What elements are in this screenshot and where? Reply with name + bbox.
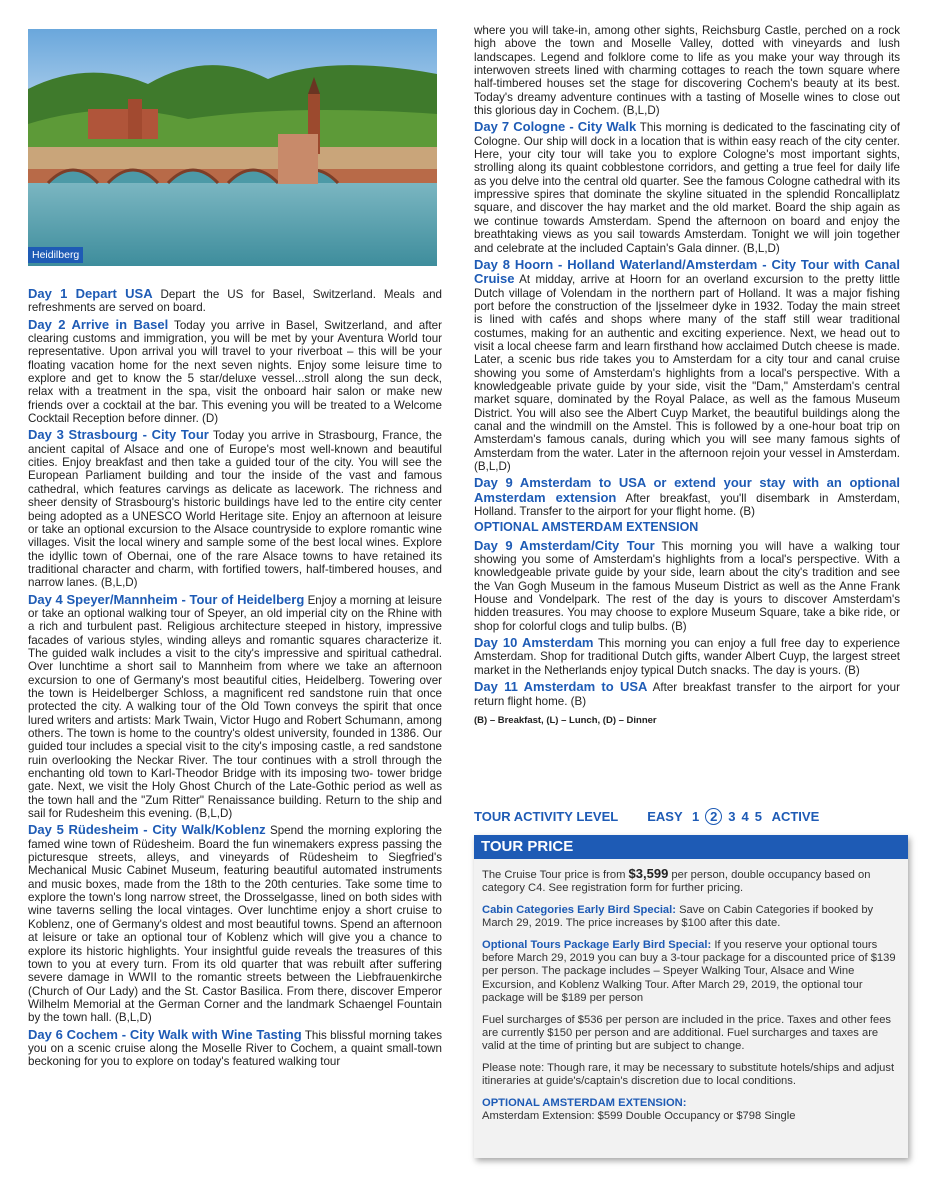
itinerary-left-column [28, 287, 442, 1072]
cabin-early-bird [482, 904, 898, 931]
heidelberg-photo [28, 29, 437, 266]
price-summary-pre: The Cruise Tour price is from [482, 869, 629, 881]
day-text: This blissful morning takes you on a scenic cruise along the Moselle River to Cochem, a quaint small-town beckoning for you to explore on today's featured walking tour [28, 1028, 442, 1069]
itinerary-day-2 [474, 476, 900, 518]
day-title: Day 8 Hoorn - Holland Waterland/Amsterdam - City Tour with Canal Cruise [474, 256, 900, 287]
optional-extension-days [474, 539, 900, 708]
tours-early-bird [482, 939, 898, 1006]
itinerary-day-3 [28, 593, 442, 821]
activity-level-4: 4 [741, 809, 749, 824]
day-text: This morning you will have a walking tour showing you some of Amsterdam's highlights from a local's perspective. With a knowledgeable private guide by your side, learn about the city's tradition and see the Van Gogh Museum in the famous Museum District as well as the Anne Frank House and Vondelpark. The rest of the day is yours to discover Amsterdam's hidden treasures. You may choose to explore Museum Square, take a bike ride, or shop for colorful clogs and tulip bulbs. (B) [474, 539, 901, 633]
day-text: Spend the morning exploring the famed wine town of Rüdesheim. Board the fun winemakers express passing the picturesque streets, alleys, and vineyards of Rüdesheim to Siegfried's Mechanical Music Cabinet Museum, featuring beautiful automated instruments and music boxes, made from the 18th to the 20th centuries. Take some time to explore the town's long narrow street, the Drosselgasse, lined on both sides with wine taverns selling the local vintages. Over lunchtime enjoy a short cruise to Koblenz, one of Germany's oldest and most beautiful towns. Spend an afternoon at leisure or take an optional tour of Koblenz which will give you a chance to explore its historic highlights. Your insightful guide reveals the treasures of this town to you at every turn. From its old quarter that was rebuilt after suffering severe damage in WWII to the romantic streets between the Liebfrauenkirche (Church of Our Lady) and the St. Castor Basilica. From there, discover Emperor Wilhelm Memorial at the German Corner and the landmark Schaengel Fountain by the town hall. (B,L,D) [28, 824, 442, 1025]
itinerary-day-2 [28, 428, 442, 589]
day-title: Day 11 Amsterdam to USA [474, 679, 648, 695]
day-title: Day 2 Arrive in Basel [28, 316, 169, 332]
tour-price-heading: TOUR PRICE [474, 835, 908, 859]
tour-price-box [474, 835, 908, 1158]
day-text: At midday, arrive at Hoorn for an overland excursion to the pretty little Dutch village of Volendam in the northern part of Holland. It was a major fishing port before the construction of the Ijsselmeer dyke in 1932. Today the main street is lined with cafés and shops where many of the staff still wear traditional costumes, making for an authentic and exciting experience. Next, we head out to visit a local cheese farm and learn firsthand how acclaimed Dutch cheese is made. Later, a scenic bus ride takes you to Amsterdam for a city tour and canal cruise showing you some of Amsterdam's highlights from a local's perspective. With a knowledgeable private guide by your side, visit the "Dam," Amsterdam's central market square, dominated by the Royal Palace, as well as the famous Museum District. You will also see the Albert Cuyp Market, the beautiful buildings along the canal and the windmill on the Amstel. This is followed by a one-hour boat trip on Amsterdam's famous canals, during which you will see many famous sights of Amsterdam from the water. Later in the afternoon rejoin your vessel in Amsterdam. (B,L,D) [474, 273, 900, 473]
itinerary-day-0 [28, 287, 442, 315]
day-text: This morning is dedicated to the fascinating city of Cologne. Our ship will dock in a location that is within easy reach of the city center. Here, your city tour will take you to explore Cologne's most important sights, strolling along its quaint cobblestone corridors, and getting a true feel for daily life as you delve into the central old quarter. See the famous Cologne cathedral with its impressive spires that dominate the skyline situated in the splendid Roncalliplatz square, and discover the hay market and the old market. Board the ship again as we continue towards Amsterdam. Spend the afternoon on board and enjoy the breathtaking views as you sail towards Amsterdam. Tonight we will join together and celebrate at the included Captain's Gala dinner. (B,L,D) [474, 121, 901, 255]
activity-level-5: 5 [754, 809, 762, 824]
optional-day-0 [474, 539, 900, 633]
photo-caption: Heidilberg [28, 247, 83, 263]
day-text: Depart the US for Basel, Switzerland. Meals and refreshments are served on board. [28, 288, 442, 315]
fuel-surcharge-note: Fuel surcharges of $536 per person are included in the price. Taxes and other fees are currently $150 per person and are additional. Fuel surcharges and taxes are valid at the time of printing but are subject to change. [482, 1013, 892, 1053]
activity-level-label: TOUR ACTIVITY LEVEL [474, 809, 618, 824]
day-text: Today you arrive in Strasbourg, France, the ancient capital of Alsace and one of Europe's most well-known and beautiful cities. Enjoy breakfast and then take a guided tour of the city. You will see the European Parliament building and tour the inside of the vast and famous cathedral, which features carvings as delicate as lacework. The richness and sheer density of Strasbourg's historic buildings have led to the entire city center being adopted as a UNESCO World Heritage site. Enjoy an afternoon at leisure or take an optional excursion to the Alsace countryside to explore romantic wine villages. Visit the local winery and sample some of the best local wines. Explore the idyllic town of Obernai, one of the rare Alsace towns to have retained its traditional character and charm, with fortified towers, half-timbered houses, and narrow lanes. (B,L,D) [28, 429, 442, 590]
day-text: Enjoy a morning at leisure or take an optional walking tour of Speyer, an old imperial city on the Rhine with a rich and turbulent past. Religious architecture steeped in history, impressive facades of various styles, winding alleys and romantic squares characterize it. The guided walk includes a visit to the city's impressive and spiritual cathedral. Over lunchtime a short sail to Mannheim from where we take an afternoon excursion to one of Germany's most beautiful cities, Heidelberg. Towering over the town is Heidelberger Schloss, a magnificent red sandstone ruin that once protected the city. A walking tour of the Old Town conveys the spirit that once lured writers and artists: Mark Twain, Victor Hugo and Robert Schumann, among others. The town is home to the country's oldest university, founded in 1386. Our guided tour includes a special visit to the city's imposing castle, a red sandstone ruin overlooking the Neckar River. The tour continues with a stroll through the enchanting old town to Karl-Theodor Bridge with its imposing two- tower bridge gate. Next, we visit the Holy Ghost Church of the Late-Gothic period as well as the town hall and the "Zum Ritter" Renaissance building. Return to the ship and sail for Rudesheim this evening. (B,L,D) [28, 593, 442, 821]
itinerary-day-1 [28, 318, 442, 426]
heidelberg-illustration [28, 29, 437, 266]
activity-level-3: 3 [728, 809, 736, 824]
itinerary-right-days [474, 120, 900, 518]
tours-early-bird-label: Optional Tours Package Early Bird Special: [482, 938, 712, 951]
activity-level-2: 2 [705, 808, 722, 825]
substitution-note: Please note: Though rare, it may be necessary to substitute hotels/ships and adjust itineraries at guide's/captain's discretion due to local conditions. [482, 1061, 895, 1088]
optional-extension-heading: OPTIONAL AMSTERDAM EXTENSION [474, 520, 699, 535]
day-title: Day 10 Amsterdam [474, 635, 594, 651]
activity-levels [686, 809, 762, 824]
day-6-continued: where you will take-in, among other sights, Reichsburg Castle, perched on a rock high above the town and Moselle Valley, dotted with vineyards and lush landscapes. Legend and folklore come to life as you make your way through its interwoven streets lined with charming cottages to reach the town square where half-timbered houses set the stage for discovering Cochem's beauty at its best. Today's dreamy adventure continues with a tasting of Moselle wines to close out this glorious day in Cochem. (B,L,D) [474, 24, 900, 118]
activity-active-label: ACTIVE [771, 809, 820, 824]
extension-label: OPTIONAL AMSTERDAM EXTENSION: [482, 1096, 687, 1109]
day-text: After breakfast transfer to the airport for your return flight home. (B) [474, 681, 900, 708]
price-summary [482, 867, 898, 896]
cabin-early-bird-label: Cabin Categories Early Bird Special: [482, 903, 676, 916]
tours-early-bird-text: If you reserve your optional tours before March 29, 2019 you can buy a 3-tour package for a discounted price of $139 per person. The package includes – Speyer Walking Tour, Alsace and Wine Excursion, and Koblenz Walking Tour. After March 29, 2019, the optional tour package will be $189 per person [482, 938, 896, 1005]
day-text: Today you arrive in Basel, Switzerland, and after clearing customs and immigration, you will be met by your Aventura World tour representative. Upon arrival you will travel to your riverboat – this will be your floating vacation home for the next seven nights. Enjoy some leisure time to explore and get to know the 5 star/deluxe vessel...stroll along the sun deck, relax with a treatment in the spa, visit the onboard hair salon or make new friends over a cocktail at the bar. This evening you will be treated to a Welcome Cocktail Reception before dinner. (D) [28, 318, 442, 426]
itinerary-day-0 [474, 120, 900, 254]
day-text: This morning you can enjoy a full free day to experience Amsterdam. Shop for traditional Dutch gifts, wander Albert Cuyp, the largest street market in the Netherlands enjoy typical Dutch snacks. The day is yours. (B) [474, 637, 900, 677]
itinerary-day-5 [28, 1028, 442, 1069]
tour-price-body [474, 859, 908, 1124]
day-title: Day 9 Amsterdam to USA or extend your stay with an optional Amsterdam extension [474, 475, 900, 505]
cabin-early-bird-text: Save on Cabin Categories if booked by March 29, 2019. The price increases by $100 after this date. [482, 903, 874, 930]
day-title: Day 6 Cochem - City Walk with Wine Tasting [28, 1026, 302, 1042]
price-summary-post: per person, double occupancy based on category C4. See registration form for further pricing. [482, 869, 871, 895]
optional-day-2 [474, 680, 900, 708]
itinerary-day-4 [28, 823, 442, 1024]
day-title: Day 3 Strasbourg - City Tour [28, 427, 209, 443]
activity-level [474, 808, 894, 825]
itinerary-day-1 [474, 258, 900, 474]
day-title: Day 9 Amsterdam/City Tour [474, 537, 655, 553]
optional-day-1 [474, 636, 900, 677]
activity-level-1: 1 [692, 809, 700, 824]
extension-price: Amsterdam Extension: $599 Double Occupancy or $798 Single [482, 1110, 796, 1123]
price-amount: $3,599 [628, 866, 669, 881]
activity-easy-label: EASY [647, 809, 683, 824]
day-title: Day 4 Speyer/Mannheim - Tour of Heidelberg [28, 591, 305, 607]
day-text: After breakfast, you'll disembark in Amsterdam, Holland. Transfer to the airport for your flight home. (B) [474, 491, 900, 519]
day-title: Day 7 Cologne - City Walk [474, 119, 637, 135]
day-title: Day 5 Rüdesheim - City Walk/Koblenz [28, 822, 266, 838]
itinerary-right-column [474, 24, 900, 727]
meal-legend: (B) – Breakfast, (L) – Lunch, (D) – Dinner [474, 714, 657, 726]
day-title: Day 1 Depart USA [28, 286, 153, 301]
